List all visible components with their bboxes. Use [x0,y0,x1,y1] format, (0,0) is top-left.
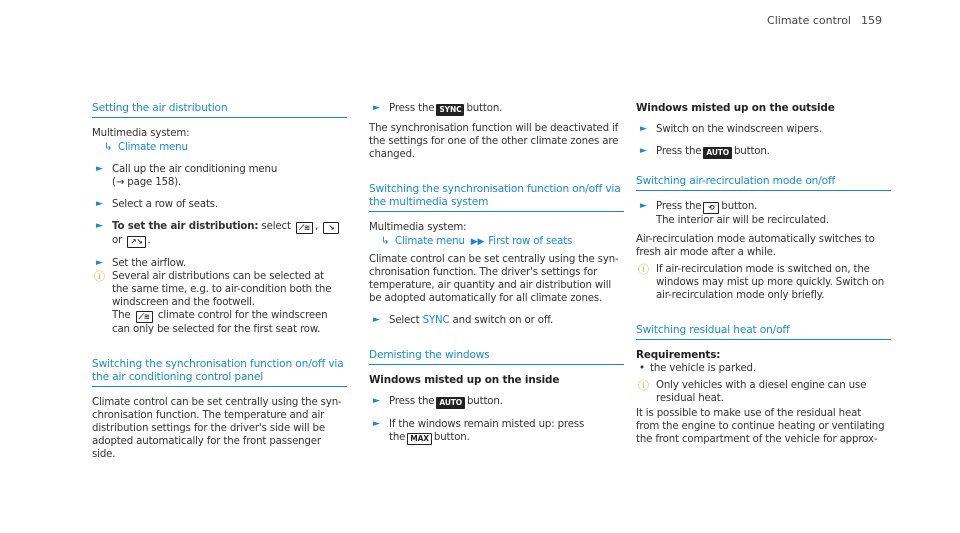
step-or: or [112,235,123,246]
step-text: button. [466,103,503,114]
requirements-label: Requirements: [636,349,721,361]
body-line: changed. [369,149,415,160]
step-text: Press the [389,396,435,407]
column-1 [92,102,347,461]
page-header [767,14,882,27]
step-triangle-icon: ► [373,419,380,429]
windscreen-air-icon: ⟋≋ [136,311,153,323]
arrow-return-icon: ↳ [381,236,390,247]
menu-path-climate: Climate menu [395,236,465,247]
step-text: Press the [656,201,702,212]
step-triangle-icon: ► [373,103,380,113]
step-triangle-icon: ► [96,199,103,209]
step-text: Select [389,315,420,326]
section-title-line: Switching the synchronisation function on/off via [92,358,344,370]
step-press-max [369,418,624,445]
step-select-row [92,198,347,211]
sync-key-icon: SYNC [436,104,464,116]
windscreen-air-icon: ⟋≋ [296,222,313,234]
note-line: Only vehicles with a diesel engine can use [656,380,867,391]
step-text: button. [721,201,758,212]
body-line: Air-recirculation mode automatically switches to [636,234,875,245]
bullet-icon: • [639,363,645,374]
info-note-icon: ⓘ [638,379,649,392]
menu-path [92,141,347,154]
body-line: adopted automatically for the front passenger [92,436,321,447]
step-triangle-icon: ► [96,221,103,231]
note-line: Several air distributions can be selected at [112,271,325,282]
body-line: side. [92,449,116,460]
menu-path-climate: Climate menu [118,142,188,153]
step-page-ref[interactable]: (→ page 158). [112,177,182,188]
note-text: climate control for the windscreen [157,310,328,321]
section-title-line: the multimedia system [369,196,489,208]
step-triangle-icon: ► [373,315,380,325]
body-line: be adopted automatically for all climate zones. [369,293,603,304]
section-title-sync-multimedia [369,183,624,212]
multimedia-label: Multimedia system: [369,222,467,233]
step-wipers [636,123,891,136]
section-title-demisting: Demisting the windows [369,349,624,365]
note-diesel [636,379,891,405]
body-line: the settings for one of the other climate zones are [369,136,619,147]
section-title-line: Switching the synchronisation function on/off via [369,183,621,195]
step-text: the [389,432,406,443]
section-title-residual-heat: Switching residual heat on/off [636,324,891,340]
max-defrost-key-icon: MAX [407,433,432,445]
double-arrow-icon: ▶▶ [470,237,485,247]
step-select-sync [369,314,624,327]
info-note-icon: ⓘ [638,263,649,276]
section-title-sync-panel [92,358,347,387]
footwell-air-icon: ↘ [323,222,339,234]
step-press-auto [369,395,624,409]
step-bold-label: To set the air distribution: [112,221,259,232]
step-triangle-icon: ► [640,124,647,134]
sync-menu-item[interactable]: SYNC [422,315,450,326]
step-result: The interior air will be recirculated. [656,215,829,226]
note-recirculation [636,263,891,302]
auto-key-icon: AUTO [436,397,465,409]
column-3 [636,102,891,446]
body-line: chronisation function. The temperature and air [92,410,325,421]
note-line: the same time, e.g. to air-condition both the [112,284,332,295]
step-triangle-icon: ► [96,164,103,174]
note-line: If air-recirculation mode is switched on, the [656,264,870,275]
body-line: distribution settings for the driver's side will be [92,423,325,434]
step-press-recirc [636,200,891,227]
step-text: Switch on the windscreen wipers. [656,124,822,135]
step-set-distribution: ► To set the air distribution: select ⟋≋ , ↘ or ↗↘ . [92,220,347,248]
note-line: air-recirculation mode only briefly. [656,290,825,301]
combined-air-icon: ↗↘ [127,236,145,248]
body-line: from the engine to continue heating or ventilating [636,421,885,432]
requirement-item [636,362,891,375]
step-text: Call up the air conditioning menu [112,164,278,175]
body-line: Climate control can be set centrally using the syn- [92,397,342,408]
note-air-distributions [92,270,347,336]
step-text: button. [433,432,470,443]
body-line: Climate control can be set centrally using the syn- [369,254,619,265]
note-line: residual heat. [656,393,724,404]
step-text: button. [466,396,503,407]
note-line: windscreen and the footwell. [112,297,255,308]
subheading-inside: Windows misted up on the inside [369,374,560,386]
auto-key-icon: AUTO [703,147,732,159]
chapter-title: Climate control [767,14,851,27]
multimedia-label: Multimedia system: [92,128,190,139]
step-text: Press the [389,103,435,114]
step-text: Press the [656,146,702,157]
step-press-auto-outside [636,145,891,159]
step-text: and switch on or off. [452,315,554,326]
note-line: can only be selected for the first seat row. [112,324,321,335]
step-triangle-icon: ► [640,146,647,156]
body-line: fresh air mode after a while. [636,247,776,258]
step-text: Select a row of seats. [112,199,219,210]
step-text: Set the airflow. [112,258,187,269]
step-triangle-icon: ► [640,201,647,211]
body-line: It is possible to make use of the residual heat [636,408,862,419]
recirculation-icon: ⟲ [703,202,719,214]
step-text: If the windows remain misted up: press [389,419,585,430]
step-set-airflow [92,257,347,270]
step-call-menu [92,163,347,189]
arrow-return-icon: ↳ [104,142,113,153]
menu-path-first-row: First row of seats [488,236,573,247]
body-line: temperature, air quantity and air distribution will [369,280,612,291]
note-line: windows may mist up more quickly. Switch on [656,277,885,288]
body-line: The synchronisation function will be deactivated if [369,123,619,134]
menu-path [369,235,624,249]
subheading-outside: Windows misted up on the outside [636,102,835,114]
step-press-sync [369,102,624,116]
section-title-line: the air conditioning control panel [92,371,264,383]
body-line: the front compartment of the vehicle for approx- [636,434,878,445]
step-text: button. [733,146,770,157]
step-triangle-icon: ► [373,396,380,406]
body-line: chronisation function. The driver's settings for [369,267,598,278]
step-text: select [261,221,291,232]
info-note-icon: ⓘ [94,270,105,283]
step-triangle-icon: ► [96,258,103,268]
section-title-recirculation: Switching air-recirculation mode on/off [636,175,891,191]
column-2 [369,102,624,445]
note-text: The [112,310,131,321]
requirement-text: the vehicle is parked. [650,363,756,374]
page-number: 159 [861,14,882,27]
section-title-air-distribution: Setting the air distribution [92,102,347,118]
